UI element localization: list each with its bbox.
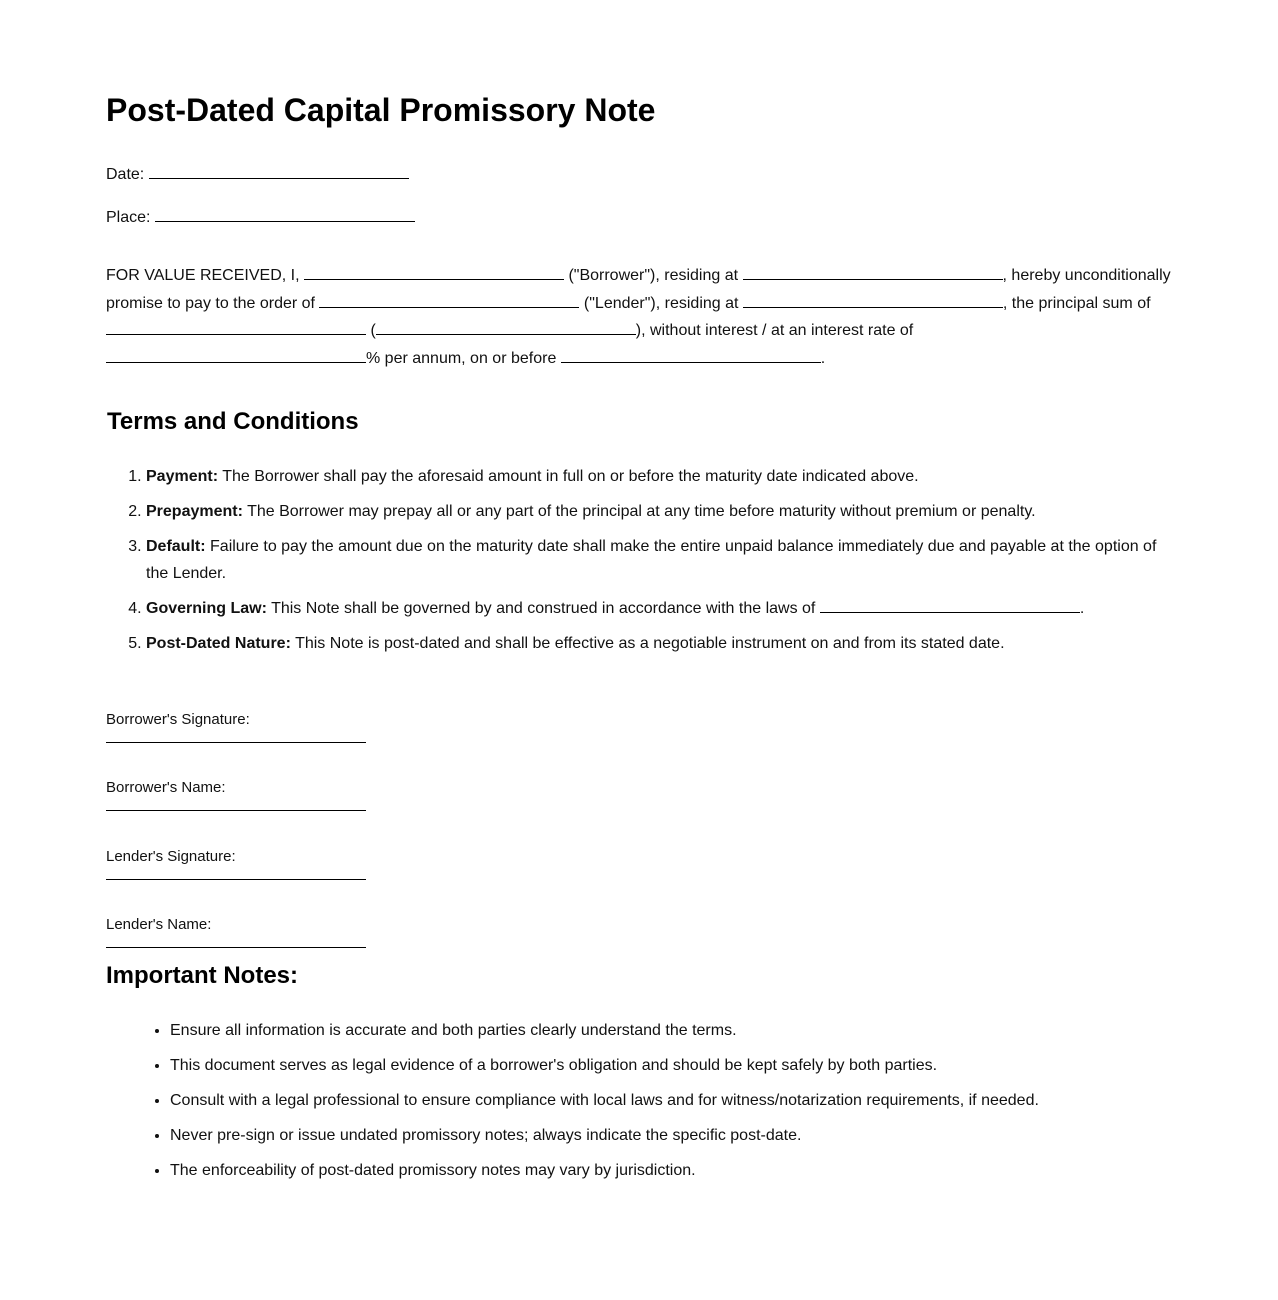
lender-name-label: Lender's Name: (106, 916, 212, 933)
lender-name-blank[interactable] (319, 293, 579, 308)
note-item: • Never pre-sign or issue undated promissory notes; always indicate the specific post-date. (170, 1122, 1130, 1149)
paragraph-text-7: ), without interest / at an interest rate of (635, 322, 914, 339)
paragraph-text-8: % per annum, on or before (366, 349, 557, 367)
term-text: Failure to pay the amount due on the maturity date shall make the entire unpaid balance immediately due and payable at the option of the Lender. (146, 538, 1157, 582)
note-item: • This document serves as legal evidence of a borrower's obligation and should be kept safely by both parties. (170, 1052, 1130, 1079)
paragraph-text-1: FOR VALUE RECEIVED, I, (106, 267, 300, 284)
term-text: The Borrower may prepay all or any part of the principal at any time before maturity without premium or penalty. (247, 503, 1036, 520)
date-field-row (106, 164, 409, 185)
terms-heading: Terms and Conditions (107, 408, 359, 435)
note-item: • Consult with a legal professional to ensure compliance with local laws and for witness/notarization requirements, if needed. (170, 1087, 1130, 1114)
lender-signature-block (106, 848, 366, 880)
term-label: Payment: (146, 468, 219, 485)
place-field-row (106, 207, 415, 228)
maturity-date-blank[interactable] (561, 348, 821, 363)
borrower-signature-block (106, 711, 366, 743)
principal-amount-blank[interactable] (106, 320, 366, 335)
page-title: Post-Dated Capital Promissory Note (106, 92, 656, 128)
important-notes-heading: Important Notes: (106, 962, 298, 989)
term-label: Default: (146, 538, 206, 555)
borrower-name-line[interactable] (106, 810, 366, 811)
term-label: Post-Dated Nature: (146, 635, 291, 652)
term-item-post-dated-nature (146, 630, 1176, 657)
paragraph-text-3: , hereby unconditionally promise to pay to the order of (106, 267, 1171, 312)
important-notes-list (130, 1017, 1130, 1192)
governing-law-blank[interactable] (820, 598, 1080, 613)
term-item-prepayment (146, 498, 1176, 525)
lender-name-line[interactable] (106, 947, 366, 948)
paragraph-text-9: . (820, 349, 826, 367)
term-item-default (146, 533, 1176, 587)
borrower-name-label: Borrower's Name: (106, 779, 226, 796)
place-blank-line[interactable] (155, 207, 415, 222)
date-label: Date: (106, 166, 145, 183)
term-suffix: . (1079, 600, 1085, 617)
borrower-signature-line[interactable] (106, 742, 366, 743)
term-label: Governing Law: (146, 600, 267, 617)
borrower-name-blank[interactable] (304, 265, 564, 280)
term-item-payment (146, 463, 1176, 490)
terms-list (106, 463, 1176, 665)
term-item-governing-law (146, 595, 1176, 622)
value-received-paragraph (106, 262, 1176, 372)
lender-name-block (106, 916, 366, 948)
term-text: This Note is post-dated and shall be effective as a negotiable instrument on and from its stated date. (295, 635, 1005, 652)
paragraph-text-2: ("Borrower"), residing at (568, 267, 739, 284)
interest-rate-blank[interactable] (106, 348, 366, 363)
paragraph-text-4: ("Lender"), residing at (583, 294, 739, 312)
borrower-signature-label: Borrower's Signature: (106, 711, 250, 728)
principal-amount-words-blank[interactable] (376, 320, 636, 335)
note-item: • Ensure all information is accurate and both parties clearly understand the terms. (170, 1017, 1130, 1044)
lender-address-blank[interactable] (743, 293, 1003, 308)
paragraph-text-6: ( (370, 322, 376, 339)
term-label: Prepayment: (146, 503, 243, 520)
lender-signature-label: Lender's Signature: (106, 848, 236, 865)
borrower-name-block (106, 779, 366, 811)
term-text: This Note shall be governed by and construed in accordance with the laws of (271, 600, 816, 617)
paragraph-text-5: , the principal sum of (1002, 294, 1151, 312)
place-label: Place: (106, 209, 151, 226)
date-blank-line[interactable] (149, 164, 409, 179)
note-item: • The enforceability of post-dated promissory notes may vary by jurisdiction. (170, 1157, 1130, 1184)
lender-signature-line[interactable] (106, 879, 366, 880)
borrower-address-blank[interactable] (743, 265, 1003, 280)
term-text: The Borrower shall pay the aforesaid amount in full on or before the maturity date indicated above. (222, 468, 919, 485)
